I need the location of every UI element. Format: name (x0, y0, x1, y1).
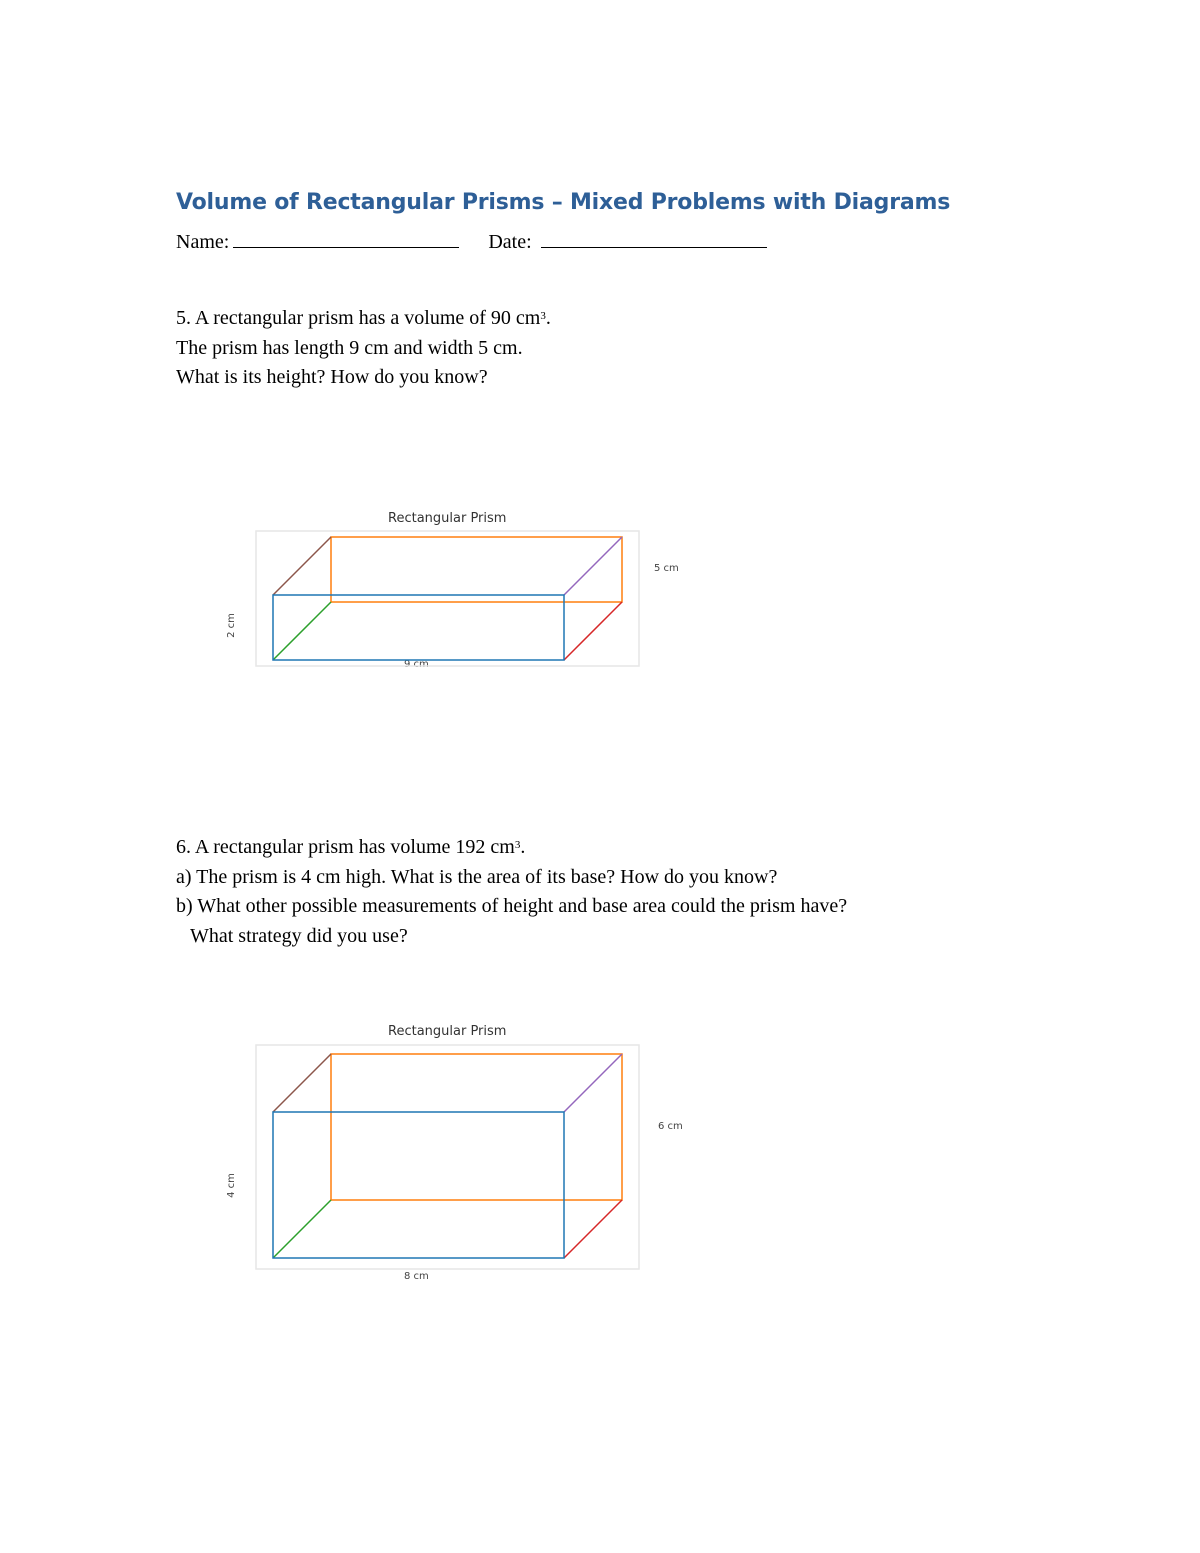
chart-frame (256, 1045, 639, 1269)
superscript: 3 (540, 310, 546, 322)
name-label: Name: (176, 231, 230, 253)
problem-5-line-3: What is its height? How do you know? (176, 366, 488, 388)
diagram-2-length-label: 8 cm (404, 1271, 429, 1282)
problem-5-text: 5. A rectangular prism has a volume of 90 cm (176, 307, 541, 329)
edge-top-right (564, 1054, 622, 1112)
date-label: Date: (488, 231, 532, 253)
problem-6-line-3: b) What other possible measurements of height and base area could the prism have? (176, 895, 848, 917)
diagram-1-height-label: 2 cm (225, 613, 237, 638)
diagram-1-title: Rectangular Prism (388, 511, 507, 526)
period: . (545, 307, 551, 329)
diagram-2-depth-label: 6 cm (658, 1121, 683, 1132)
edge-bottom-right (564, 1200, 622, 1258)
diagram-1-depth-label: 5 cm (654, 563, 679, 574)
front-face (273, 1112, 564, 1258)
edge-top-left (273, 1054, 331, 1112)
edge-bottom-left (273, 1200, 331, 1258)
diagram-2-title: Rectangular Prism (388, 1024, 507, 1039)
problem-6-text: 6. A rectangular prism has volume 192 cm (176, 836, 515, 858)
period: . (520, 836, 526, 858)
problem-6-line-2: a) The prism is 4 cm high. What is the area of its base? How do you know? (176, 866, 778, 888)
diagram-2-height-label: 4 cm (225, 1173, 237, 1198)
worksheet-title: Volume of Rectangular Prisms – Mixed Problems with Diagrams (176, 190, 951, 215)
problem-5-line-2: The prism has length 9 cm and width 5 cm. (176, 337, 523, 359)
problem-6-line-4: What strategy did you use? (190, 925, 408, 947)
diagram-1-length-label: 9 cm (404, 659, 429, 670)
superscript: 3 (514, 839, 521, 851)
back-face (331, 1054, 622, 1200)
